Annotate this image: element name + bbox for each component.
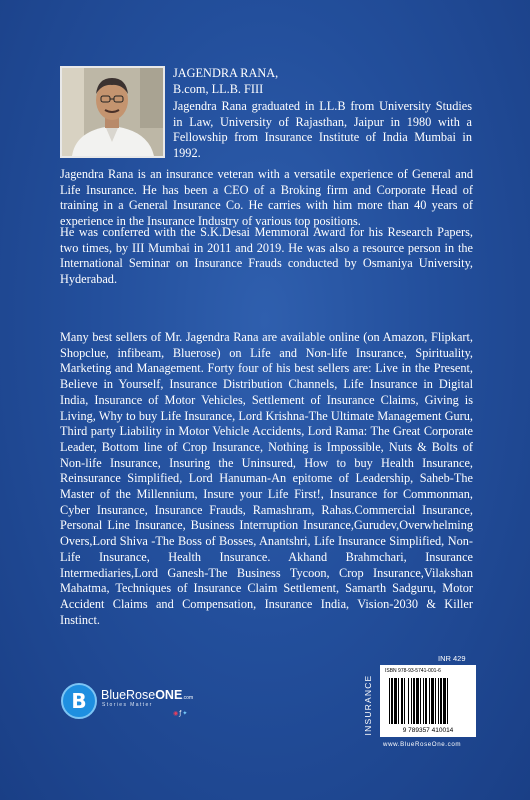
publisher-logo (61, 683, 201, 723)
barcode-bar (391, 678, 393, 724)
isbn-digits: 9 789357 410014 (402, 727, 454, 734)
publisher-tagline: Stories Matter (102, 702, 153, 708)
author-degrees: B.com, LL.B. FIII (173, 81, 264, 96)
barcode-bar (408, 678, 409, 724)
publisher-name-part2: ONE (155, 688, 183, 702)
barcode-bar (398, 678, 399, 724)
author-portrait-image (62, 68, 163, 156)
barcode-bar (447, 678, 448, 724)
author-name: JAGENDRA RANA, (173, 66, 279, 80)
publisher-name (101, 688, 193, 702)
bio-paragraph-awards: He was conferred with the S.K.Desai Memmoral Award for his Research Papers, two times, by III Mumbai in 2011 and 2019. He was also a resource person in the International Seminar on Insurance Frauds conducted by Osmaniya University, Hyderabad. (60, 225, 473, 287)
facebook-icon: ƒ (179, 710, 182, 717)
genre-label (360, 665, 376, 745)
barcode-bar (425, 678, 427, 724)
barcode-bar (413, 678, 415, 724)
author-bio: Jagendra Rana graduated in LL.B from University Studies in Law, University of Rajasthan, Jaipur in 1980 with a Fellowship from Insurance Institute of India Mumbai in 1992. (173, 99, 472, 161)
isbn-label: ISBN 978-93-5741-001-6 (385, 668, 441, 674)
author-photo (60, 66, 165, 158)
barcode-bar (394, 678, 397, 724)
barcode-bar (431, 678, 434, 724)
barcode-bar (423, 678, 424, 724)
publisher-website: www.BlueRoseOne.com (383, 741, 462, 748)
barcode-bar (411, 678, 412, 724)
twitter-icon: ✦ (182, 710, 188, 717)
bio-paragraph-books: Many best sellers of Mr. Jagendra Rana are available online (on Amazon, Flipkart, Shopclue, infibeam, Bluerose) on Life and Non-life Insurance, Spirituality, Marketing and Management. Forty four of his best sellers are: Live in the Present, Believe in Yourself, Insurance Distribution Channels, Life Insurance in Digital India, Insurance of Motor Vehicles, Settlement of Insurance Claims, Giving is Living, Why to buy Life Insurance, Lord Krishna-The Ultimate Management Guru, Third party Liability in Motor Vehicle Accidents, Lord Rama: The Great Corporate Leader, Bottom line of Crop Insurance, Nothing is Impossible, Nuts & Bolts of Non-life Insurance, Insuring the Uninsured, How to buy Health Insurance, Reinsurance Simplified, Lord Hanuman-An epitome of Leadership, Saheb-The Master of the Millennium, Insure your Life First!, Insurance for Commonman, Cyber Insurance, Insurance Frauds, Ramashram, Rahas.Commercial Insurance, Personal Line Insurance, Business Interruption Insurance,Gurudev,Overwhelming Overs,Lord Shiva -The Boss of Bosses, Anantshri, Life Insurance Simplified, Non-Life Insurance, Health Insurance. Akhand Brahmchari, Insurance Intermediaries,Lord Ganesh-The Business Tycoon, Crop Insurance,Vilakshan Mahatma, Techniques of Insurance Claim Settlement, Samarth Sadguru, Motor Accident Claims and Compensation, Insurance India, Vision-2030 & Killer Instinct. (60, 330, 473, 627)
genre-text: INSURANCE (363, 674, 373, 736)
publisher-name-part1: BlueRose (101, 688, 156, 702)
bio-paragraph-experience: Jagendra Rana is an insurance veteran with a versatile experience of General and Life Insurance. He has been a CEO of a Broking firm and Corporate Head of training in a General Insurance Co. He carries with him more than 40 years of experience in the Insurance Industry of various top positions. (60, 167, 473, 229)
barcode-bar (438, 678, 439, 724)
barcode-bar (420, 678, 421, 724)
barcode-bar (440, 678, 442, 724)
instagram-icon: ◉ (173, 710, 179, 717)
barcode-bar (443, 678, 446, 724)
barcode-bar (429, 678, 430, 724)
bluerose-logo-icon: B (61, 683, 97, 719)
publisher-name-suffix: .com (182, 695, 194, 701)
barcode-icon (385, 676, 471, 734)
barcode-bar (401, 678, 403, 724)
barcode-bar (404, 678, 405, 724)
author-header (173, 66, 473, 97)
price-label: INR 429 (438, 654, 466, 663)
barcode-bar (435, 678, 436, 724)
social-icons (173, 710, 188, 717)
barcode-bar (416, 678, 419, 724)
barcode-bar (389, 678, 390, 724)
